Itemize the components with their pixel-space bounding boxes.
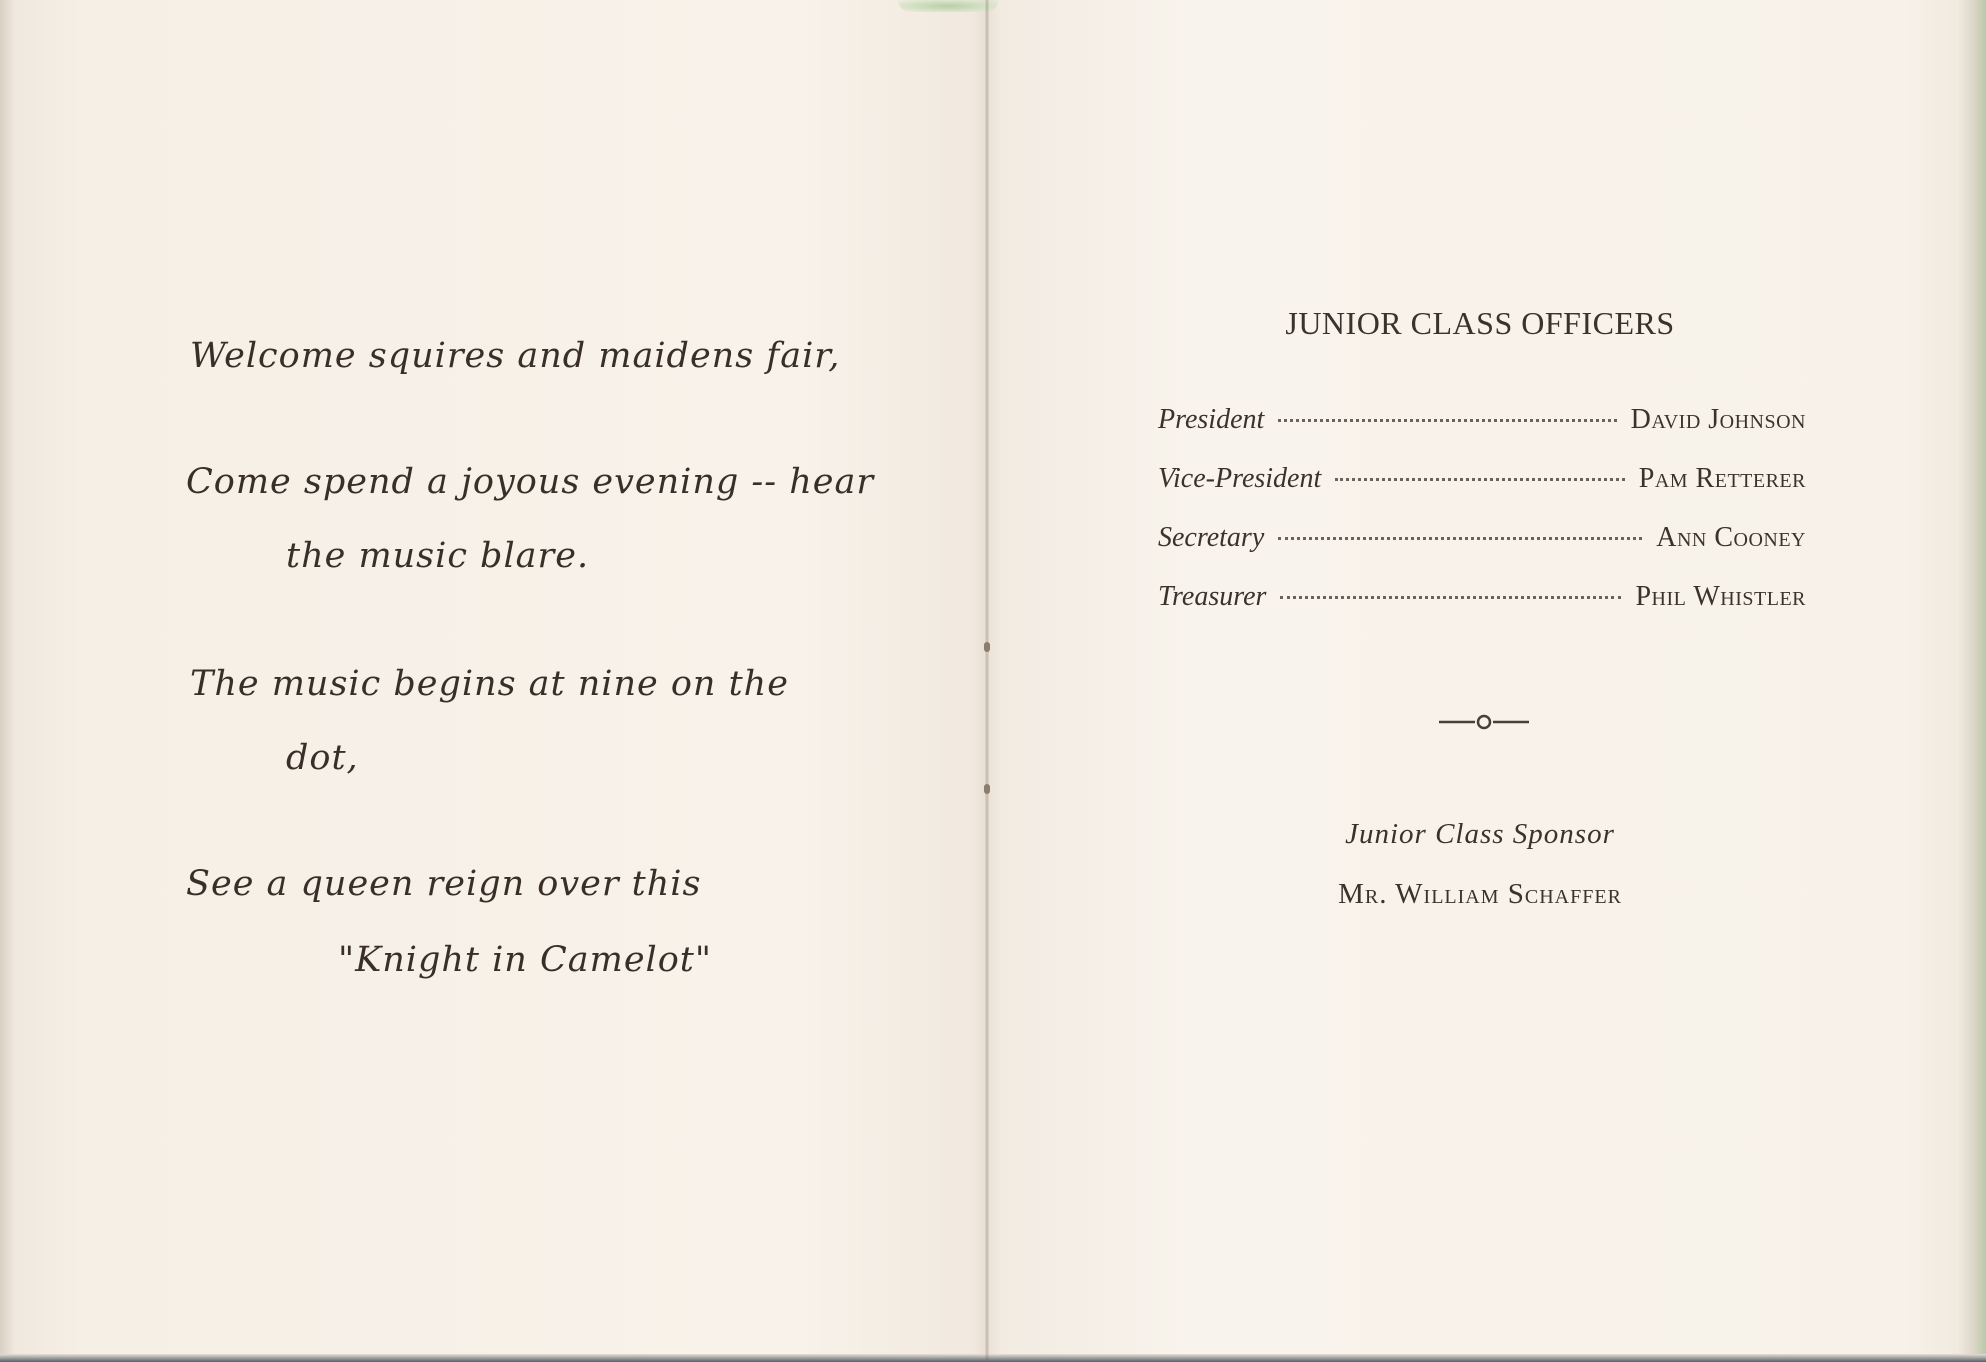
bottom-edge [0, 1354, 1986, 1362]
sponsor-name: Mr. William Schaffer [1338, 878, 1622, 910]
sponsor-label: Junior Class Sponsor [1345, 818, 1615, 850]
verse-line-6: See a queen reign over this [186, 864, 702, 904]
verse-line-5: dot, [286, 738, 359, 778]
divider-ornament-icon [1437, 711, 1531, 731]
dot-leader [1280, 596, 1621, 599]
staple-bottom [984, 784, 990, 794]
dot-leader [1335, 478, 1624, 481]
staple-top [984, 642, 990, 652]
ribbon-tie [898, 0, 998, 12]
officer-name: David Johnson [1630, 404, 1806, 435]
officer-title: President [1158, 404, 1265, 435]
verse-line-7: "Knight in Camelot" [338, 940, 712, 980]
officer-row-vice-president [1158, 463, 1806, 507]
officer-name: Ann Cooney [1656, 522, 1806, 553]
officer-name: Pam Retterer [1638, 463, 1806, 494]
right-page-edge [1956, 0, 1986, 1362]
officer-row-secretary [1158, 522, 1806, 566]
officers-heading: JUNIOR CLASS OFFICERS [1285, 305, 1675, 341]
verse-line-4: The music begins at nine on the [190, 664, 789, 704]
verse-line-2: Come spend a joyous evening -- hear [186, 462, 875, 502]
officer-title: Treasurer [1158, 581, 1267, 612]
dot-leader [1278, 419, 1616, 422]
officer-row-treasurer [1158, 581, 1806, 625]
verse-line-1: Welcome squires and maidens fair, [190, 336, 841, 376]
verse-line-3: the music blare. [286, 536, 590, 576]
officer-name: Phil Whistler [1635, 581, 1806, 612]
center-fold [985, 0, 989, 1362]
officer-title: Secretary [1158, 522, 1265, 553]
left-page-edge [0, 0, 14, 1362]
officer-title: Vice-President [1158, 463, 1322, 494]
officer-row-president [1158, 404, 1806, 448]
dot-leader [1278, 537, 1642, 540]
